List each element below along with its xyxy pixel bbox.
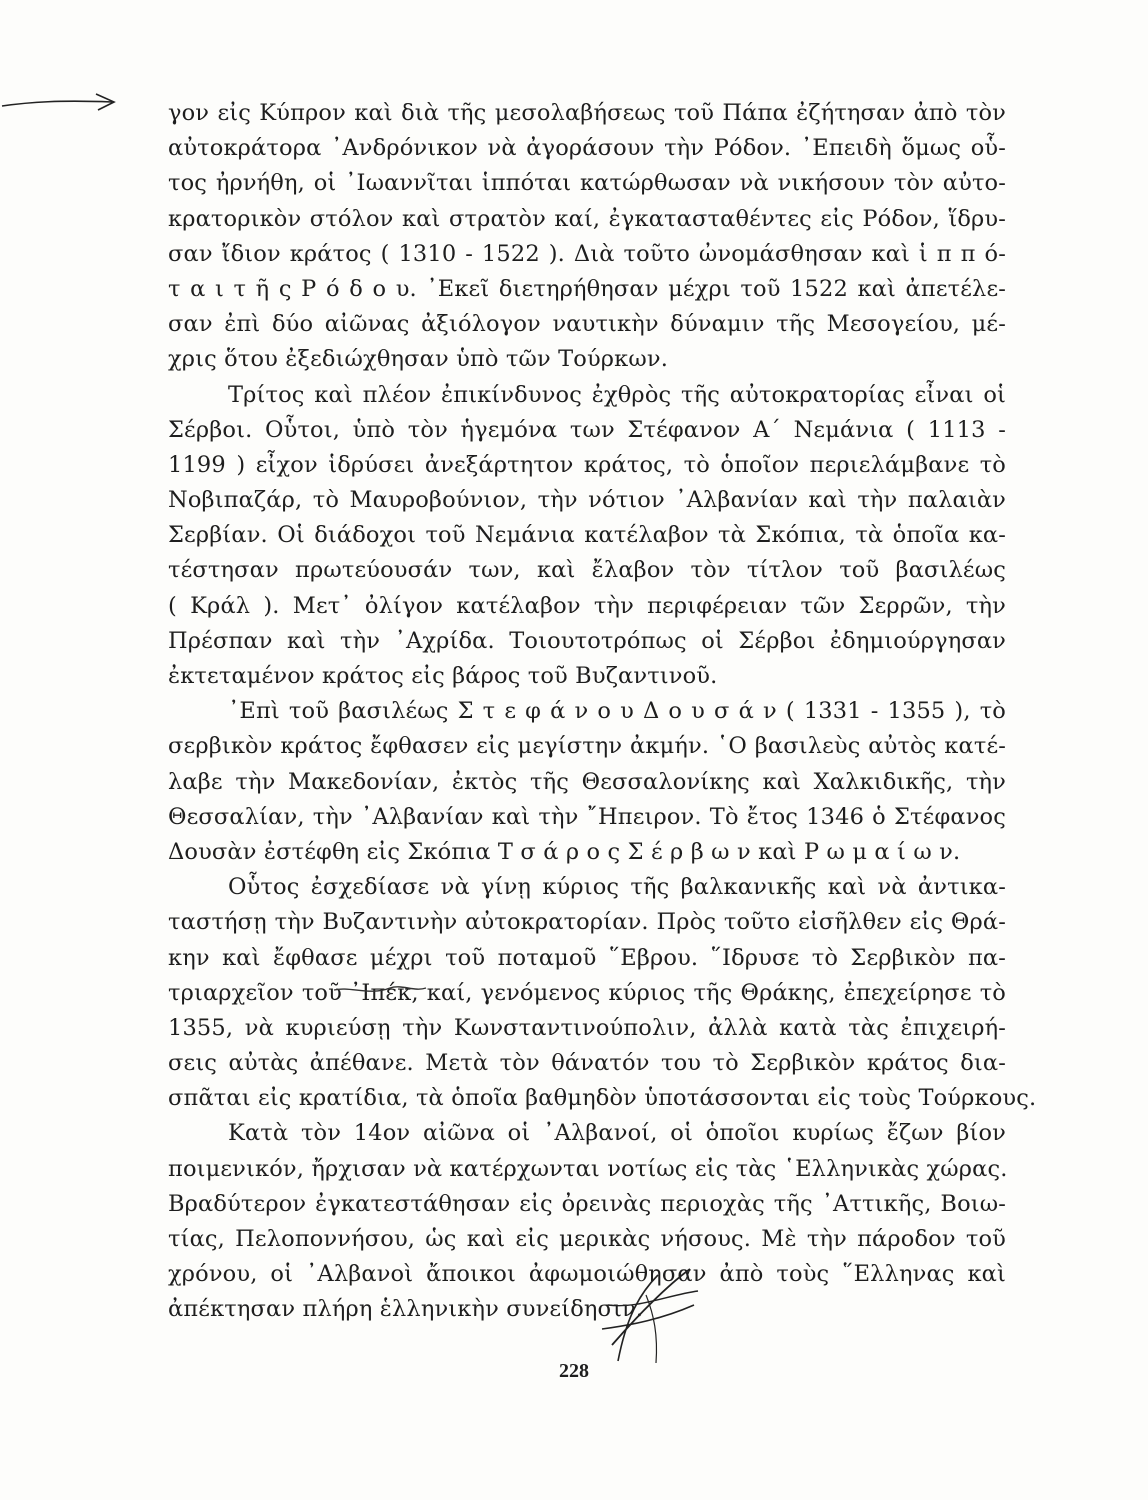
text-line: αὐτοκράτορα ᾿Ανδρόνικον νὰ ἀγοράσουν τὴν Ρόδον. ᾿Επειδὴ ὅμως οὗ- [168, 135, 1006, 162]
text-line: σαν ἴδιον κράτος ( 1310 - 1522 ). Διὰ τοῦτο ὠνομάσθησαν καὶ ἱ π π ό- [168, 240, 1006, 267]
text-line: Κατὰ τὸν 14ον αἰῶνα οἱ ᾿Αλβανοί, οἱ ὁποῖοι κυρίως ἔζων βίον [228, 1120, 1006, 1147]
text-line: Νοβιπαζάρ, τὸ Μαυροβούνιον, τὴν νότιον ᾿Αλβανίαν καὶ τὴν παλαιὰν [168, 487, 1006, 514]
text-line: σεις αὐτὰς ἀπέθανε. Μετὰ τὸν θάνατόν του τὸ Σερβικὸν κράτος δια- [168, 1050, 1006, 1077]
text-line: Πρέσπαν καὶ τὴν ᾿Αχρίδα. Τοιουτοτρόπως οἱ Σέρβοι ἐδημιούργησαν [168, 627, 1006, 654]
text-line: τος ἠρνήθη, οἱ ᾿Ιωαννῖται ἱππόται κατώρθωσαν νὰ νικήσουν τὸν αὐτο- [168, 170, 1006, 197]
text-line: χρις ὅτου ἐξεδιώχθησαν ὑπὸ τῶν Τούρκων. [168, 346, 669, 373]
text-line: Τρίτος καὶ πλέον ἐπικίνδυνος ἐχθρὸς τῆς αὐτοκρατορίας εἶναι οἱ [228, 381, 1006, 408]
text-line: σαν ἐπὶ δύο αἰῶνας ἀξιόλογον ναυτικὴν δύναμιν τῆς Μεσογείου, μέ- [168, 311, 1006, 338]
text-line: κρατορικὸν στόλον καὶ στρατὸν καί, ἐγκατασταθέντες εἰς Ρόδον, ἵδρυ- [168, 205, 1006, 232]
text-line: ἐκτεταμένον κράτος εἰς βάρος τοῦ Βυζαντινοῦ. [168, 663, 718, 689]
text-line: τ α ι τ ῆ ς Ρ ό δ ο υ. ᾿Εκεῖ διετηρήθησαν μέχρι τοῦ 1522 καὶ ἀπετέλε- [168, 275, 1006, 302]
text-line: Δουσὰν ἐστέφθη εἰς Σκόπια Τ σ ά ρ ο ς Σ έ ρ β ω ν καὶ Ρ ω μ α ί ω ν. [168, 838, 961, 865]
text-line: Σερβίαν. Οἱ διάδοχοι τοῦ Νεμάνια κατέλαβον τὰ Σκόπια, τὰ ὁποῖα κα- [168, 522, 1006, 549]
text-line: ἀπέκτησαν πλήρη ἑλληνικὴν συνείδησιν. [168, 1296, 644, 1323]
text-line: γον εἰς Κύπρον καὶ διὰ τῆς μεσολαβήσεως τοῦ Πάπα ἐζήτησαν ἀπὸ τὸν [168, 100, 1006, 126]
text-line: σπᾶται εἰς κρατίδια, τὰ ὁποῖα βαθμηδὸν ὑποτάσσονται εἰς τοὺς Τούρκους. [168, 1085, 1037, 1112]
text-line: ταστήσῃ τὴν Βυζαντινὴν αὐτοκρατορίαν. Πρὸς τοῦτο εἰσῆλθεν εἰς Θρά- [168, 909, 1006, 936]
text-line: σερβικὸν κράτος ἔφθασεν εἰς μεγίστην ἀκμήν. ῾Ο βασιλεὺς αὐτὸς κατέ- [168, 733, 1006, 760]
body-text [168, 96, 1037, 1328]
page-number: 228 [559, 1360, 589, 1382]
margin-arrow-mark [0, 80, 120, 120]
text-line: 1355, νὰ κυριεύσῃ τὴν Κωνσταντινούπολιν, ἀλλὰ κατὰ τὰς ἐπιχειρή- [168, 1014, 1006, 1041]
text-line: ποιμενικόν, ἤρχισαν νὰ κατέρχωνται νοτίως εἰς τὰς ῾Ελληνικὰς χώρας. [168, 1155, 1008, 1182]
text-line: ᾿Επὶ τοῦ βασιλέως Σ τ ε φ ά ν ο υ Δ ο υ σ ά ν ( 1331 - 1355 ), τὸ [228, 698, 1006, 725]
text-line: τέστησαν πρωτεύουσάν των, καὶ ἔλαβον τὸν τίτλον τοῦ βασιλέως [168, 557, 1006, 584]
handwritten-ink-mark [598, 1265, 708, 1375]
text-line: χρόνου, οἱ ᾿Αλβανοὶ ἄποικοι ἀφωμοιώθησαν ἀπὸ τοὺς ῞Ελληνας καὶ [168, 1261, 1006, 1288]
text-line: λαβε τὴν Μακεδονίαν, ἐκτὸς τῆς Θεσσαλονίκης καὶ Χαλκιδικῆς, τὴν [168, 768, 1006, 795]
text-line: Βραδύτερον ἐγκατεστάθησαν εἰς ὀρεινὰς περιοχὰς τῆς ᾿Αττικῆς, Βοιω- [168, 1190, 1006, 1217]
text-line: τριαρχεῖον τοῦ ᾿Ιπέκ, καί, γενόμενος κύριος τῆς Θράκης, ἐπεχείρησε τὸ [168, 979, 1006, 1006]
text-line: Θεσσαλίαν, τὴν ᾿Αλβανίαν καὶ τὴν ῎Ηπειρον. Τὸ ἔτος 1346 ὁ Στέφανος [168, 803, 1006, 830]
text-line: τίας, Πελοποννήσου, ὡς καὶ εἰς μερικὰς νήσους. Μὲ τὴν πάροδον τοῦ [168, 1226, 1006, 1252]
text-line: 1199 ) εἶχον ἱδρύσει ἀνεξάρτητον κράτος, τὸ ὁποῖον περιελάμβανε τὸ [168, 451, 1006, 478]
text-line: κην καὶ ἔφθασε μέχρι τοῦ ποταμοῦ ῞Εβρου. ῞Ιδρυσε τὸ Σερβικὸν πα- [168, 944, 1006, 971]
handwritten-underline-mark [330, 982, 430, 998]
text-line: ( Κράλ ). Μετ᾿ ὀλίγον κατέλαβον τὴν περιφέρειαν τῶν Σερρῶν, τὴν [168, 592, 1006, 619]
text-line: Οὗτος ἐσχεδίασε νὰ γίνῃ κύριος τῆς βαλκανικῆς καὶ νὰ ἀντικα- [228, 874, 1006, 901]
text-line: Σέρβοι. Οὗτοι, ὑπὸ τὸν ἡγεμόνα των Στέφανον Α΄ Νεμάνια ( 1113 - [168, 416, 1006, 443]
